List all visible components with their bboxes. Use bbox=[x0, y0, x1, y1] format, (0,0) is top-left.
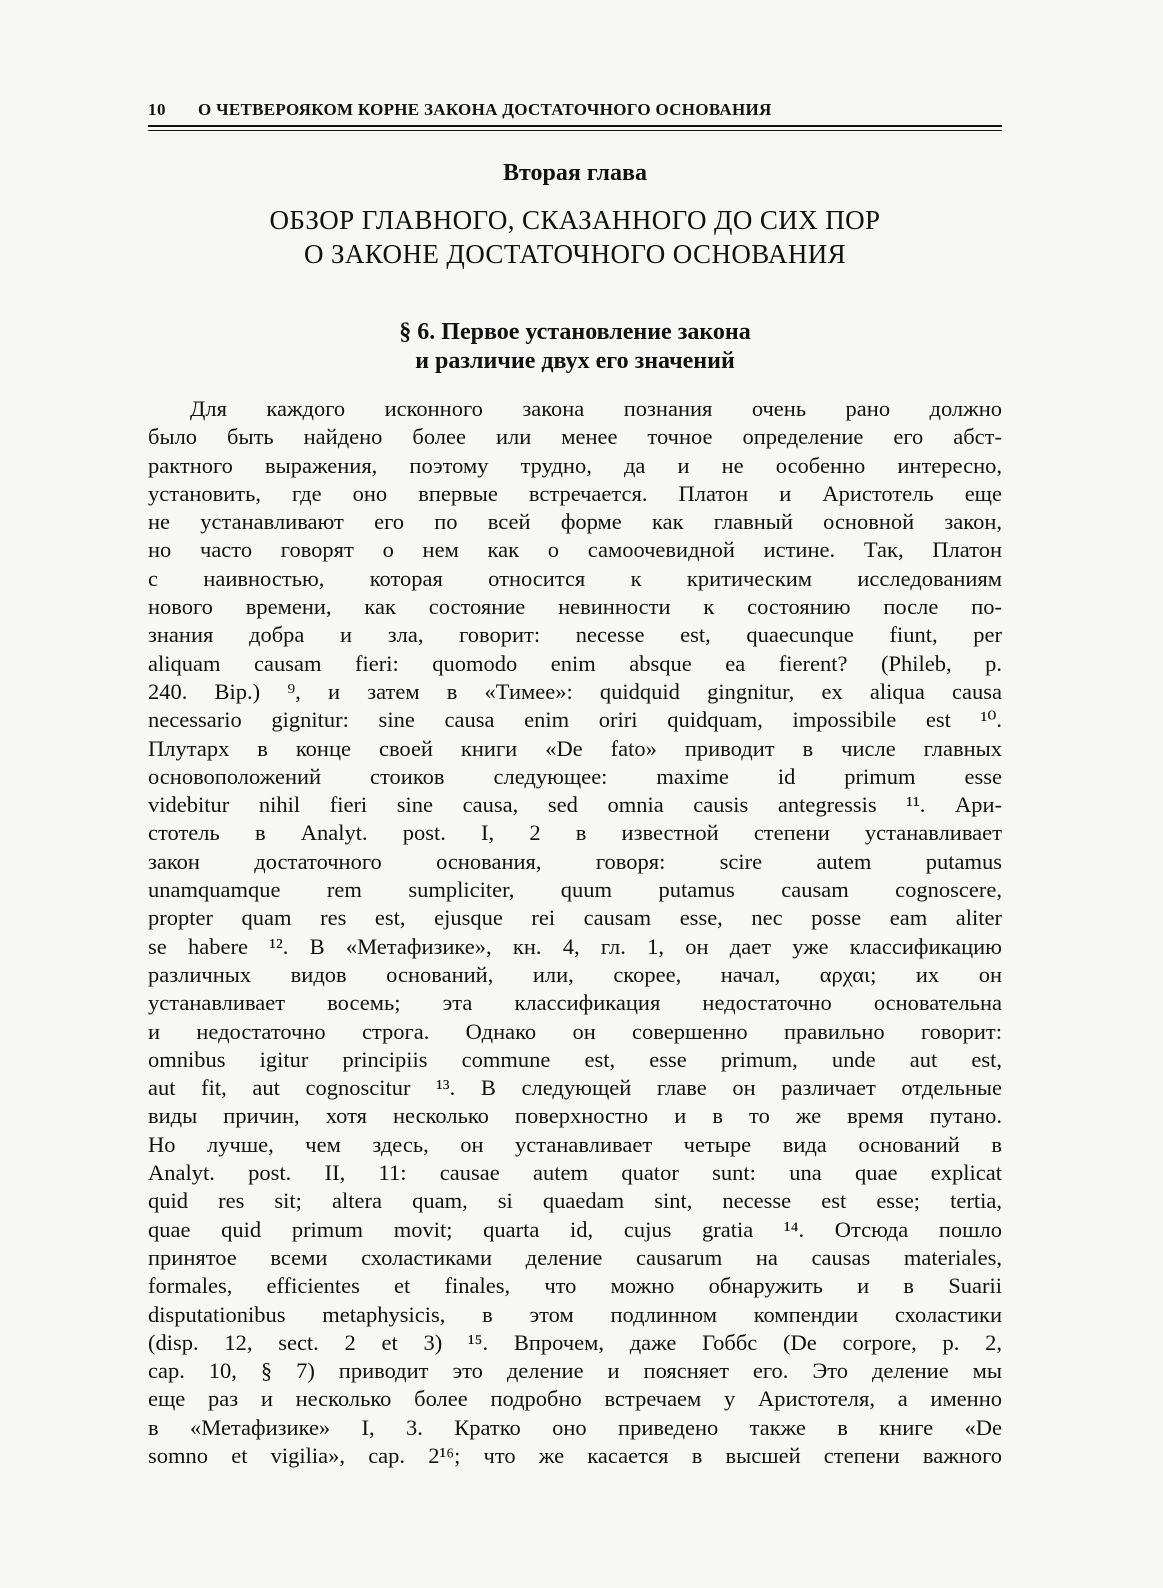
text-line: не устанавливают его по всей форме как главный основной закон, bbox=[148, 509, 1002, 535]
section-title bbox=[148, 318, 1002, 376]
text-line: unamquamque rem sumpliciter, quum putamus causam cognoscere, bbox=[148, 877, 1002, 903]
text-line: quae quid primum movit; quarta id, cujus gratia ¹⁴. Отсюда пошло bbox=[148, 1216, 1002, 1242]
text-line: рактного выражения, поэтому трудно, да и не особенно интересно, bbox=[148, 452, 1002, 478]
text-line: videbitur nihil fieri sine causa, sed omnia causis antegressis ¹¹. Ари- bbox=[148, 792, 1002, 818]
text-line: закон достаточного основания, говоря: scire autem putamus bbox=[148, 848, 1002, 874]
text-line: установить, где оно впервые встречается. Платон и Аристотель еще bbox=[148, 480, 1002, 506]
text-line: Но лучше, чем здесь, он устанавливает четыре вида оснований в bbox=[148, 1131, 1002, 1157]
text-line: устанавливает восемь; эта классификация недостаточно основательна bbox=[148, 990, 1002, 1016]
text-line: виды причин, хотя несколько поверхностно и в то же время путано. bbox=[148, 1103, 1002, 1129]
section-title-line: и различие двух его значений bbox=[415, 348, 735, 374]
chapter-title-line: О ЗАКОНЕ ДОСТАТОЧНОГО ОСНОВАНИЯ bbox=[303, 239, 847, 269]
text-line: cap. 10, § 7) приводит это деление и поясняет его. Это деление мы bbox=[148, 1358, 1002, 1384]
text-line: было быть найдено более или менее точное определение его абст- bbox=[148, 424, 1002, 450]
text-line: se habere ¹². В «Метафизике», кн. 4, гл. 1, он дает уже классификацию bbox=[148, 933, 1002, 959]
text-line: Для каждого исконного закона познания очень рано должно bbox=[190, 396, 1002, 421]
section-title-line: § 6. Первое установление закона bbox=[399, 319, 751, 345]
header-rule-thick bbox=[148, 125, 1002, 127]
running-head: О ЧЕТВЕРОЯКОМ КОРНЕ ЗАКОНА ДОСТАТОЧНОГО ОСНОВАНИЯ bbox=[198, 100, 772, 119]
text-line: quid res sit; altera quam, si quaedam sint, necesse est esse; tertia, bbox=[148, 1188, 1002, 1214]
body-text bbox=[148, 395, 1002, 1470]
text-line: стотель в Analyt. post. I, 2 в известной степени устанавливает bbox=[148, 820, 1002, 846]
text-line: (disp. 12, sect. 2 et 3) ¹⁵. Впрочем, даже Гоббс (De corpore, p. 2, bbox=[148, 1329, 1002, 1355]
text-line: 240. Bip.) ⁹, и затем в «Тимее»: quidquid gingnitur, ex aliqua causa bbox=[148, 678, 1002, 704]
chapter-title-line: ОБЗОР ГЛАВНОГО, СКАЗАННОГО ДО СИХ ПОР bbox=[269, 205, 881, 235]
text-line: somno et vigilia», cap. 2¹⁶; что же касается в высшей степени важного bbox=[148, 1442, 1002, 1468]
text-line: Плутарх в конце своей книги «De fato» приводит в числе главных bbox=[148, 735, 1002, 761]
text-line: necessario gignitur: sine causa enim oriri quidquam, impossibile est ¹⁰. bbox=[148, 707, 1002, 733]
text-line: formales, efficientes et finales, что можно обнаружить и в Suarii bbox=[148, 1273, 1002, 1299]
text-line: принятое всеми схоластиками деление causarum на causas materiales, bbox=[148, 1244, 1002, 1270]
text-line: еще раз и несколько более подробно встречаем у Аристотеля, а именно bbox=[148, 1386, 1002, 1412]
page-number: 10 bbox=[148, 100, 166, 119]
text-line: но часто говорят о нем как о самоочевидной истине. Так, Платон bbox=[148, 537, 1002, 563]
header-rule-thin bbox=[148, 130, 1002, 131]
text-line: propter quam res est, ejusque rei causam esse, nec posse eam aliter bbox=[148, 905, 1002, 931]
text-line: основоположений стоиков следующее: maxime id primum esse bbox=[148, 763, 1002, 789]
text-line: нового времени, как состояние невинности к состоянию после по- bbox=[148, 594, 1002, 620]
text-line: aut fit, aut cognoscitur ¹³. В следующей главе он различает отдельные bbox=[148, 1075, 1002, 1101]
text-line: различных видов оснований, или, скорее, начал, αρχαι; их он bbox=[148, 961, 1002, 987]
text-line: с наивностью, которая относится к критическим исследованиям bbox=[148, 565, 1002, 591]
text-line: в «Метафизике» I, 3. Кратко оно приведено также в книге «De bbox=[148, 1414, 1002, 1440]
text-line: aliquam causam fieri: quomodo enim absque ea fierent? (Phileb, p. bbox=[148, 650, 1002, 676]
text-line: disputationibus metaphysicis, в этом подлинном компендии схоластики bbox=[148, 1301, 1002, 1327]
page-header bbox=[148, 100, 1002, 124]
chapter-title bbox=[148, 203, 1002, 271]
text-line: Analyt. post. II, 11: causae autem quator sunt: una quae explicat bbox=[148, 1160, 1002, 1186]
text-line: omnibus igitur principiis commune est, esse primum, unde aut est, bbox=[148, 1046, 1002, 1072]
text-line: знания добра и зла, говорит: necesse est, quaecunque fiunt, per bbox=[148, 622, 1002, 648]
chapter-label: Вторая глава bbox=[503, 160, 647, 186]
text-line: и недостаточно строга. Однако он совершенно правильно говорит: bbox=[148, 1018, 1002, 1044]
